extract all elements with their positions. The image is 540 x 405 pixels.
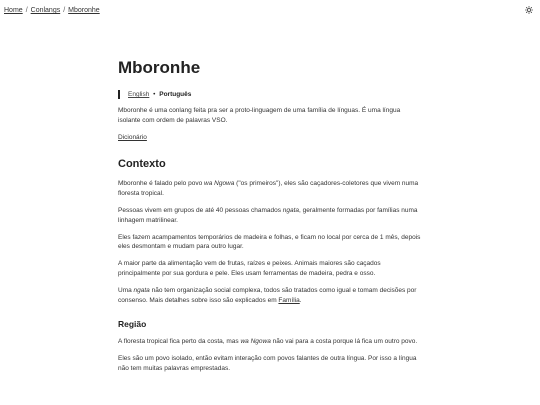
breadcrumb-separator: / — [25, 7, 28, 14]
breadcrumb-separator: / — [63, 7, 66, 14]
regiao-paragraph-1 — [118, 337, 422, 347]
top-bar — [4, 6, 536, 18]
text: , geralmente formadas por famílias numa linhagem matrilinear. — [118, 206, 418, 224]
breadcrumb-conlangs[interactable]: Conlangs — [30, 7, 61, 14]
text: não tem organização social complexa, todos são tratados como igual e tomam decisões por consenso. Mais detalhes sobre isso são explicados em — [118, 286, 417, 304]
language-switcher — [118, 90, 422, 99]
breadcrumb — [4, 6, 536, 16]
text: Mboronhe é falado pelo povo — [118, 180, 205, 188]
text: não vai para a costa porque lá fica um outro povo. — [270, 338, 418, 346]
language-separator: • — [153, 91, 156, 98]
regiao-paragraph-2: Eles são um povo isolado, então evitam interação com povos falantes de outra língua. Por isso a língua não tem muitas palavras emprestadas. — [118, 355, 417, 372]
term-wa-ngowa: wa Ngowa — [204, 180, 235, 188]
text: . — [299, 296, 302, 304]
contexto-paragraph-5 — [118, 286, 422, 306]
dictionary-paragraph — [118, 133, 422, 143]
term-ngata: ngata — [282, 206, 300, 214]
text: A floresta tropical fica perto da costa, mas — [118, 338, 241, 346]
dictionary-link[interactable]: Dicionário — [118, 133, 147, 141]
text: Uma — [118, 286, 134, 294]
intro-paragraph: Mboronhe é uma conlang feita pra ser a proto-linguagem de uma família de línguas. É uma língua isolante com ordem de palavras VSO. — [118, 107, 401, 124]
section-heading-contexto: Contexto — [118, 158, 166, 171]
breadcrumb-home[interactable]: Home — [4, 7, 23, 14]
main-content — [118, 58, 422, 381]
page-title: Mboronhe — [118, 58, 201, 77]
text: Pessoas vivem em grupos de até 40 pessoas chamados — [118, 206, 283, 214]
breadcrumb-mboronhe[interactable]: Mboronhe — [68, 7, 100, 14]
section-heading-regiao: Região — [118, 319, 147, 330]
term-ngata: ngata — [133, 286, 150, 294]
theme-toggle-button[interactable] — [524, 5, 534, 15]
contexto-paragraph-3: Eles fazem acampamentos temporários de madeira e folhas, e ficam no local por cerca de 1 mês, depois eles desmontam e mudam para outro lugar. — [118, 233, 421, 251]
familia-link[interactable]: Família — [278, 296, 300, 304]
language-current-portuguese: Português — [159, 91, 192, 98]
contexto-paragraph-4: A maior parte da alimentação vem de frutas, raízes e peixes. Animais maiores são caçados principalmente por sua gordura e pele. Eles usam ferramentas de madeira, pedra e osso. — [118, 260, 381, 277]
contexto-paragraph-2 — [118, 206, 422, 226]
language-link-english[interactable]: English — [128, 91, 150, 98]
term-wa-ngowa: wa Ngowa — [240, 338, 271, 346]
contexto-paragraph-1 — [118, 179, 422, 199]
sun-icon — [525, 6, 533, 14]
text: ("os primeiros"), eles são caçadores-coletores que vivem numa floresta tropical. — [118, 180, 419, 198]
